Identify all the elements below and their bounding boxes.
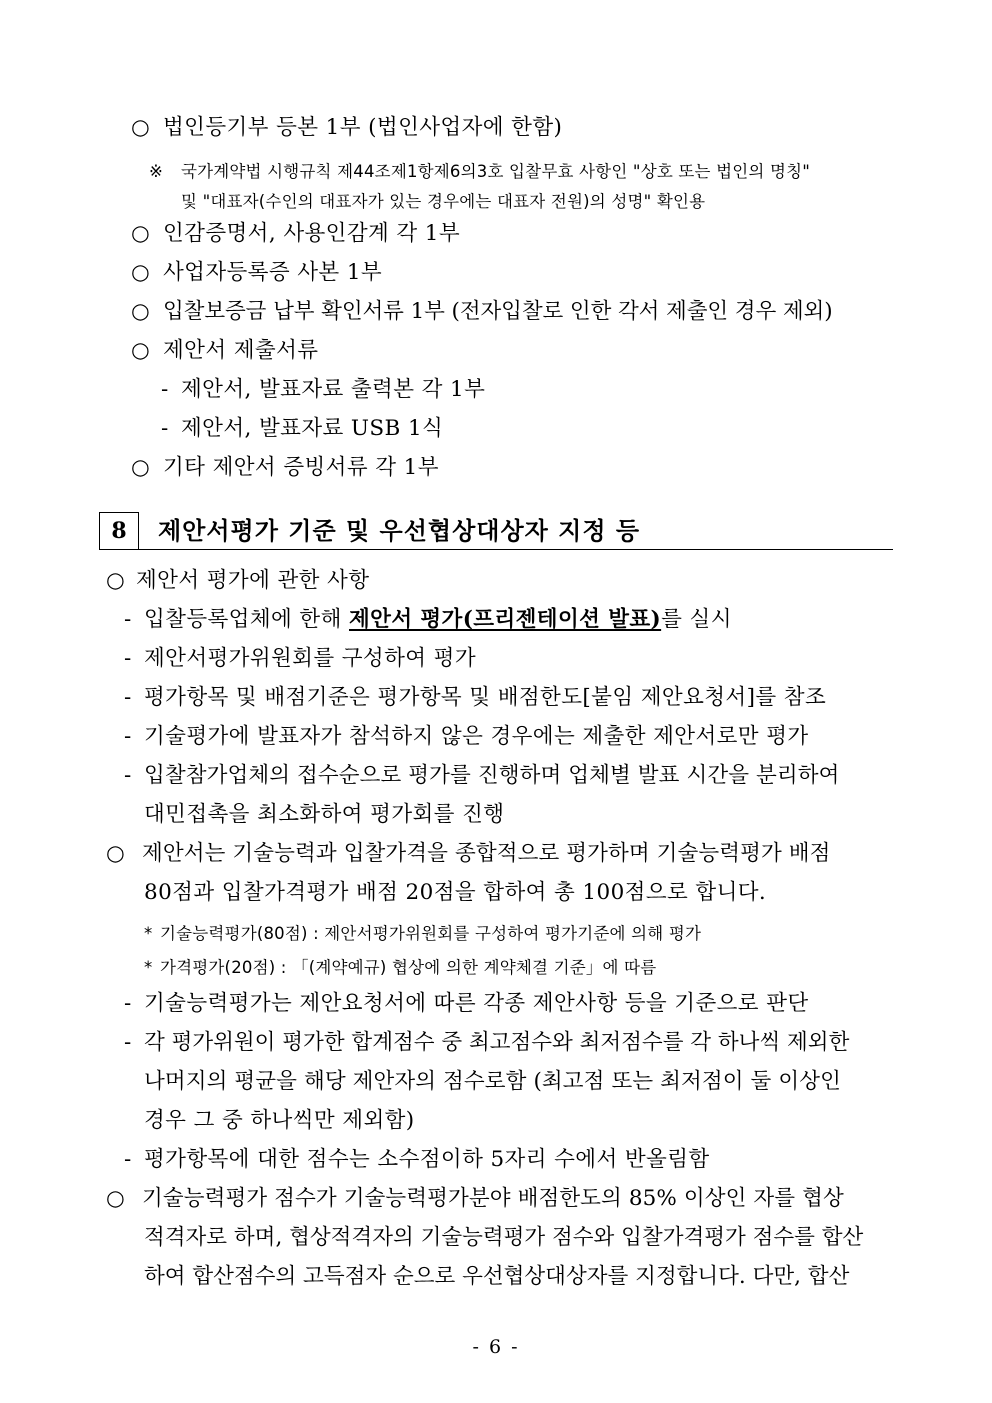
asterisk-icon: *	[144, 924, 153, 943]
note-line: * 기술능력평가(80점) : 제안서평가위원회를 구성하여 평가기준에 의해 평가	[144, 920, 701, 948]
list-item: ○ 기술능력평가 점수가 기술능력평가분야 배점한도의 85% 이상인 자를 협상	[106, 1186, 844, 1211]
dash-bullet-icon: -	[124, 646, 132, 671]
dash-bullet-icon: -	[124, 724, 132, 749]
list-item: - 제안서, 발표자료 출력본 각 1부	[161, 377, 486, 402]
dash-bullet-icon: -	[124, 1030, 132, 1055]
list-item: ○ 사업자등록증 사본 1부	[131, 260, 383, 285]
circle-bullet-icon: ○	[106, 568, 126, 593]
list-item: - 입찰등록업체에 한해 제안서 평가(프리젠테이션 발표)를 실시	[124, 607, 732, 632]
list-item: - 평가항목에 대한 점수는 소수점이하 5자리 수에서 반올림함	[124, 1147, 710, 1172]
circle-bullet-icon: ○	[131, 338, 151, 363]
dash-bullet-icon: -	[124, 763, 132, 788]
list-item: ○ 제안서는 기술능력과 입찰가격을 종합적으로 평가하며 기술능력평가 배점	[106, 841, 831, 866]
circle-bullet-icon: ○	[131, 455, 151, 480]
section-divider	[139, 549, 893, 550]
dash-bullet-icon: -	[124, 685, 132, 710]
list-item-continuation: 하여 합산점수의 고득점자 순으로 우선협상대상자를 지정합니다. 다만, 합산	[144, 1264, 850, 1289]
circle-bullet-icon: ○	[106, 841, 125, 866]
list-item-continuation: 나머지의 평균을 해당 제안자의 점수로함 (최고점 또는 최저점이 둘 이상인	[144, 1069, 841, 1094]
list-item: - 기술평가에 발표자가 참석하지 않은 경우에는 제출한 제안서로만 평가	[124, 724, 809, 749]
dash-bullet-icon: -	[124, 607, 132, 632]
list-item: - 평가항목 및 배점기준은 평가항목 및 배점한도[붙임 제안요청서]를 참조	[124, 685, 827, 710]
list-item: ○ 입찰보증금 납부 확인서류 1부 (전자입찰로 인한 각서 제출인 경우 제외)	[131, 299, 833, 324]
section-title: 제안서평가 기준 및 우선협상대상자 지정 등	[158, 516, 641, 545]
note-line: * 가격평가(20점) : 「(계약예규) 협상에 의한 계약체결 기준」에 따름	[144, 954, 656, 982]
circle-bullet-icon: ○	[131, 299, 150, 324]
list-item-continuation: 80점과 입찰가격평가 배점 20점을 합하여 총 100점으로 합니다.	[144, 880, 767, 905]
circle-bullet-icon: ○	[131, 260, 151, 285]
list-item: - 제안서, 발표자료 USB 1식	[161, 416, 444, 441]
dash-bullet-icon: -	[124, 1147, 132, 1172]
emphasis-text: 제안서 평가(프리젠테이션 발표)	[349, 607, 662, 632]
circle-bullet-icon: ○	[131, 221, 151, 246]
dash-bullet-icon: -	[161, 377, 169, 402]
circle-bullet-icon: ○	[131, 115, 151, 140]
list-item: - 제안서평가위원회를 구성하여 평가	[124, 646, 477, 671]
reference-mark-icon: ※	[149, 162, 164, 181]
list-item: ○ 기타 제안서 증빙서류 각 1부	[131, 455, 439, 480]
circle-bullet-icon: ○	[106, 1186, 125, 1211]
dash-bullet-icon: -	[161, 416, 169, 441]
list-item: - 입찰참가업체의 접수순으로 평가를 진행하며 업체별 발표 시간을 분리하여	[124, 763, 840, 788]
asterisk-icon: *	[144, 958, 153, 977]
list-item-continuation: 경우 그 중 하나씩만 제외함)	[144, 1108, 415, 1133]
list-item: ○ 인감증명서, 사용인감계 각 1부	[131, 221, 461, 246]
page-number: - 6 -	[472, 1336, 520, 1358]
list-item-continuation: 대민접촉을 최소화하여 평가회를 진행	[144, 802, 505, 827]
list-item: ○ 제안서 평가에 관한 사항	[106, 568, 370, 593]
list-item-continuation: 적격자로 하며, 협상적격자의 기술능력평가 점수와 입찰가격평가 점수를 합산	[144, 1225, 864, 1250]
list-item: ○ 법인등기부 등본 1부 (법인사업자에 한함)	[131, 115, 563, 140]
note-line: 및 "대표자(수인의 대표자가 있는 경우에는 대표자 전원)의 성명" 확인용	[181, 192, 706, 211]
note-line: ※ 국가계약법 시행규칙 제44조제1항제6의3호 입찰무효 사항인 "상호 또는 법인의 명칭"	[149, 158, 810, 186]
list-item: - 기술능력평가는 제안요청서에 따른 각종 제안사항 등을 기준으로 판단	[124, 991, 809, 1016]
list-item: ○ 제안서 제출서류	[131, 338, 319, 363]
list-item: - 각 평가위원이 평가한 합계점수 중 최고점수와 최저점수를 각 하나씩 제외한	[124, 1030, 850, 1055]
section-number: 8	[99, 512, 139, 550]
dash-bullet-icon: -	[124, 991, 132, 1016]
